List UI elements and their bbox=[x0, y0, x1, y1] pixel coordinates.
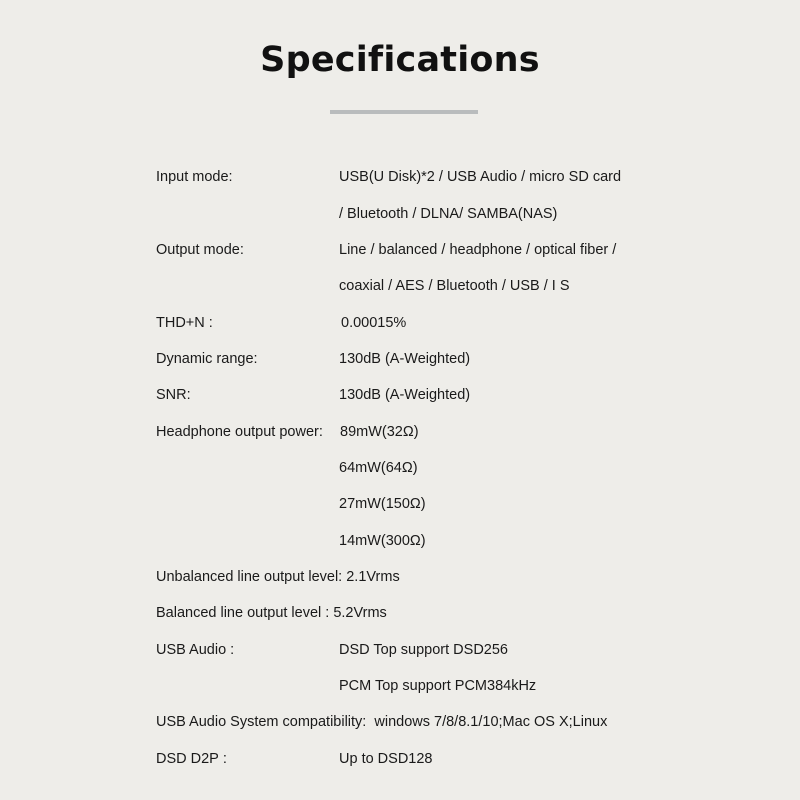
thd-n-value: 0.00015% bbox=[341, 315, 407, 331]
balanced-line-output-level: Balanced line output level : 5.2Vrms bbox=[156, 605, 387, 621]
unbalanced-line-output-level: Unbalanced line output level: 2.1Vrms bbox=[156, 569, 400, 585]
dynamic-range-value: 130dB (A-Weighted) bbox=[339, 351, 471, 367]
output-mode-label: Output mode: bbox=[156, 242, 244, 258]
dynamic-range-label: Dynamic range: bbox=[156, 351, 258, 367]
input-mode-value-line-1: USB(U Disk)*2 / USB Audio / micro SD card bbox=[339, 169, 622, 185]
usb-audio-label: USB Audio : bbox=[156, 642, 235, 658]
headphone-power-300ohm: 14mW(300Ω) bbox=[339, 533, 426, 549]
headphone-power-150ohm: 27mW(150Ω) bbox=[339, 496, 426, 512]
usb-audio-dsd-support: DSD Top support DSD256 bbox=[339, 642, 508, 658]
title-divider bbox=[330, 110, 478, 114]
usb-audio-pcm-support: PCM Top support PCM384kHz bbox=[339, 678, 537, 694]
headphone-power-64ohm: 64mW(64Ω) bbox=[339, 460, 418, 476]
snr-label: SNR: bbox=[156, 387, 191, 403]
input-mode-label: Input mode: bbox=[156, 169, 233, 185]
dsd-d2p-label: DSD D2P : bbox=[156, 751, 227, 767]
output-mode-value-line-1: Line / balanced / headphone / optical fiber / bbox=[339, 242, 617, 258]
thd-n-label: THD+N : bbox=[156, 315, 213, 331]
headphone-power-32ohm: 89mW(32Ω) bbox=[340, 424, 419, 440]
snr-value: 130dB (A-Weighted) bbox=[339, 387, 471, 403]
headphone-output-power-label: Headphone output power: bbox=[156, 424, 323, 440]
usb-audio-system-compatibility: USB Audio System compatibility: windows 7/8/8.1/10;Mac OS X;Linux bbox=[156, 714, 608, 730]
dsd-d2p-value: Up to DSD128 bbox=[339, 751, 433, 767]
page-title: Specifications bbox=[260, 40, 540, 80]
output-mode-value-line-2: coaxial / AES / Bluetooth / USB / I S bbox=[339, 278, 570, 294]
input-mode-value-line-2: / Bluetooth / DLNA/ SAMBA(NAS) bbox=[339, 206, 558, 222]
